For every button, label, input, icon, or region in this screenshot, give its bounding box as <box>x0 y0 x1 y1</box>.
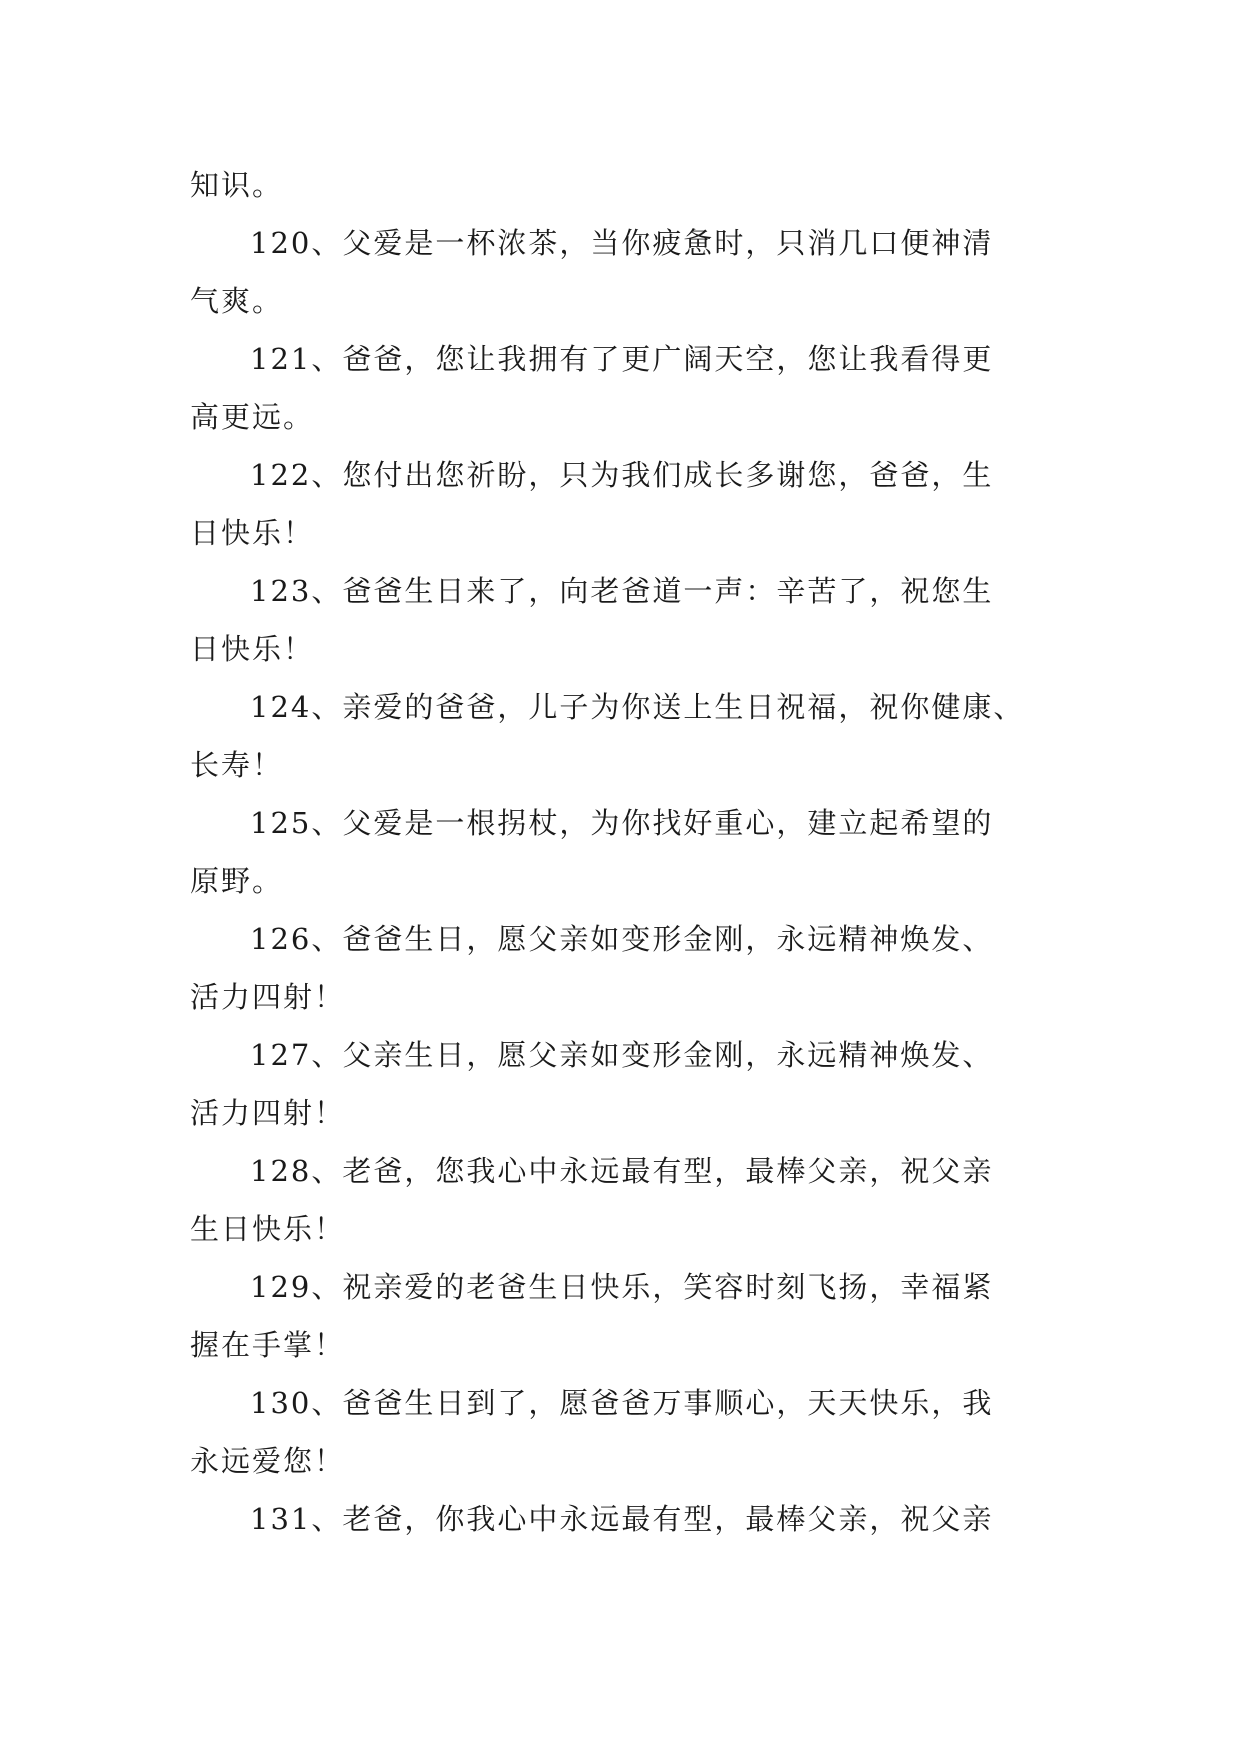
paragraph-first-line: 120、父爱是一杯浓茶，当你疲惫时，只消几口便神清 <box>250 226 994 260</box>
paragraph-continuation-line: 日快乐！ <box>190 516 315 550</box>
paragraph-first-line: 128、老爸，您我心中永远最有型，最棒父亲，祝父亲 <box>250 1154 994 1188</box>
paragraph-first-line: 121、爸爸，您让我拥有了更广阔天空，您让我看得更 <box>250 342 994 376</box>
paragraph-first-line: 127、父亲生日，愿父亲如变形金刚，永远精神焕发、 <box>250 1038 994 1072</box>
document-body <box>190 156 1050 1548</box>
paragraph-first-line: 126、爸爸生日，愿父亲如变形金刚，永远精神焕发、 <box>250 922 994 956</box>
paragraph-first-line: 122、您付出您祈盼，只为我们成长多谢您，爸爸，生 <box>250 458 994 492</box>
paragraph-first-line: 130、爸爸生日到了，愿爸爸万事顺心，天天快乐，我 <box>250 1386 994 1420</box>
paragraph-continuation-line: 高更远。 <box>190 400 315 434</box>
paragraph-continuation-line: 握在手掌！ <box>190 1328 346 1362</box>
paragraph-continuation-line: 日快乐！ <box>190 632 315 666</box>
paragraph-continuation-line: 活力四射！ <box>190 980 346 1014</box>
paragraph-continuation-line: 原野。 <box>190 864 284 898</box>
paragraph-continuation-line: 活力四射！ <box>190 1096 346 1130</box>
paragraph-first-line: 129、祝亲爱的老爸生日快乐，笑容时刻飞扬，幸福紧 <box>250 1270 994 1304</box>
paragraph-continuation-line: 长寿！ <box>190 748 284 782</box>
paragraph-continuation-line: 气爽。 <box>190 284 284 318</box>
paragraph-continuation-line: 永远爱您！ <box>190 1444 346 1478</box>
paragraph-first-line: 131、老爸，你我心中永远最有型，最棒父亲，祝父亲 <box>250 1502 994 1536</box>
paragraph-first-line: 125、父爱是一根拐杖，为你找好重心，建立起希望的 <box>250 806 994 840</box>
paragraph-first-line: 123、爸爸生日来了，向老爸道一声：辛苦了，祝您生 <box>250 574 994 608</box>
paragraph-first-line: 124、亲爱的爸爸，儿子为你送上生日祝福，祝你健康、 <box>250 690 1025 724</box>
paragraph-continuation-line: 知识。 <box>190 168 284 202</box>
paragraph-continuation-line: 生日快乐！ <box>190 1212 346 1246</box>
